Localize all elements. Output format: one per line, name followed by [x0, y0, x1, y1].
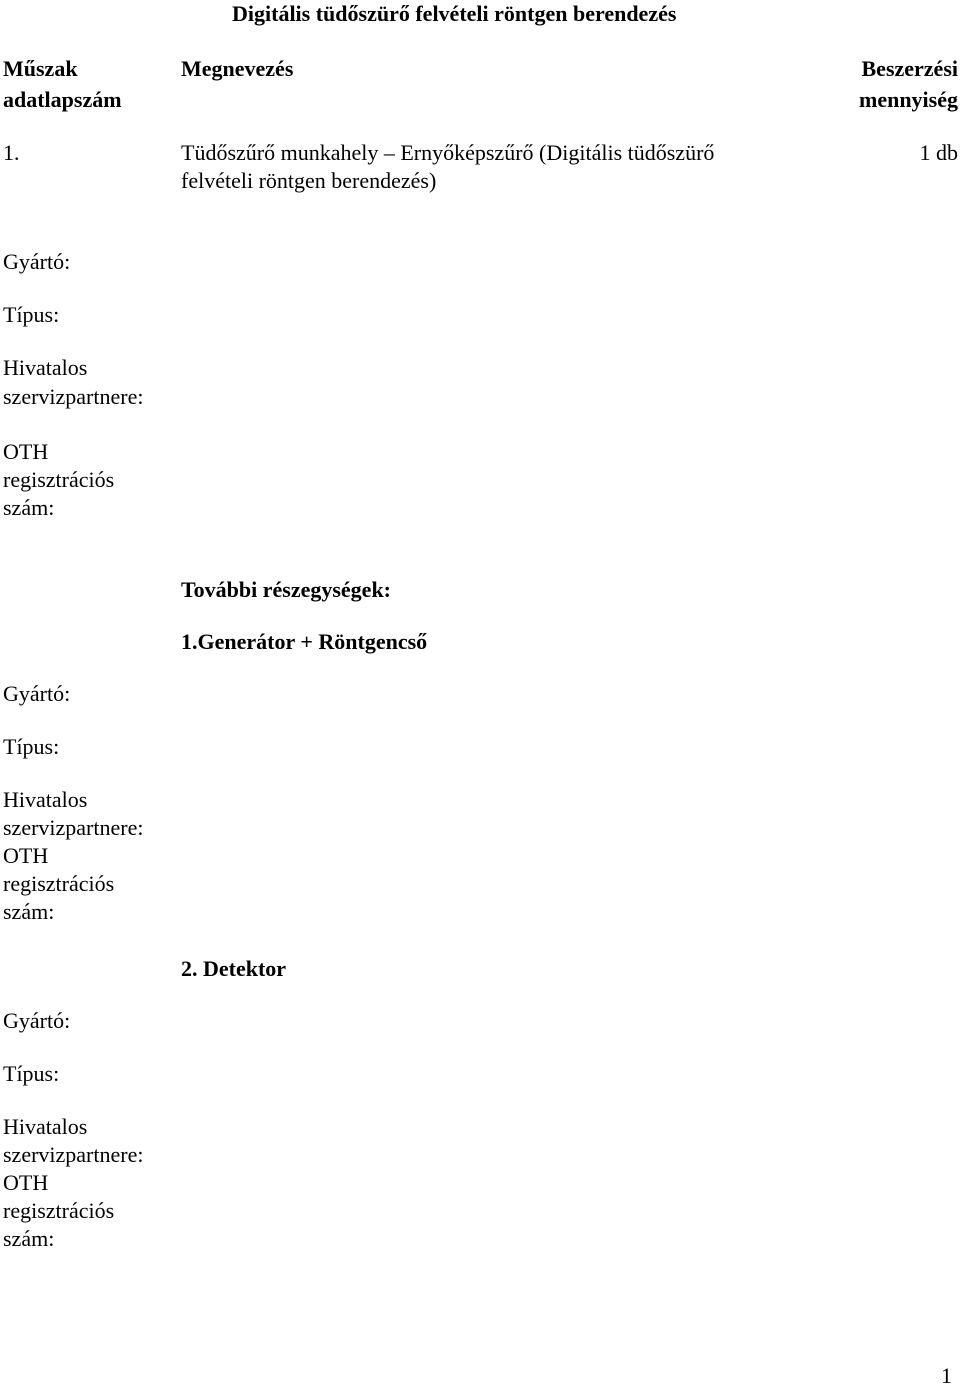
- subunit2-oth-label-line3: szám:: [3, 1226, 55, 1251]
- subunit1-oth-label-line3: szám:: [3, 899, 55, 924]
- header-quantity-line2: mennyiség: [859, 87, 958, 112]
- subunit2-manufacturer-label: Gyártó:: [3, 1008, 71, 1033]
- row-name-line1: Tüdőszűrő munkahely – Ernyőképszűrő (Digitális tüdőszürő: [181, 140, 715, 165]
- subunit1-title: 1.Generátor + Röntgencső: [181, 629, 428, 654]
- header-name: Megnevezés: [181, 56, 294, 81]
- row-number: 1.: [3, 140, 20, 165]
- subunit2-service-label-line2: szervizpartnere:: [3, 1142, 144, 1167]
- main-type-label: Típus:: [3, 302, 60, 327]
- main-service-label-line1: Hivatalos: [3, 355, 88, 380]
- subunit1-service-label-line1: Hivatalos: [3, 787, 88, 812]
- subunit1-oth-label-line1: OTH: [3, 843, 49, 868]
- header-sheet-number-line1: Műszak: [3, 56, 78, 81]
- header-quantity-line1: Beszerzési: [861, 56, 958, 81]
- subunit2-service-label-line1: Hivatalos: [3, 1114, 88, 1139]
- header-sheet-number-line2: adatlapszám: [3, 87, 122, 112]
- subunit1-type-label: Típus:: [3, 734, 60, 759]
- main-manufacturer-label: Gyártó:: [3, 249, 71, 274]
- subunit2-type-label: Típus:: [3, 1061, 60, 1086]
- subunit2-oth-label-line2: regisztrációs: [3, 1198, 115, 1223]
- subunit1-service-label-line2: szervizpartnere:: [3, 815, 144, 840]
- main-oth-label-line3: szám:: [3, 495, 55, 520]
- subunits-heading: További részegységek:: [181, 577, 392, 602]
- main-oth-label-line2: regisztrációs: [3, 467, 115, 492]
- page-title: Digitális tüdőszürő felvételi röntgen berendezés: [232, 1, 677, 26]
- subunit2-title: 2. Detektor: [181, 956, 287, 981]
- page-number: 1: [941, 1363, 952, 1388]
- subunit1-manufacturer-label: Gyártó:: [3, 681, 71, 706]
- subunit1-oth-label-line2: regisztrációs: [3, 871, 115, 896]
- main-oth-label-line1: OTH: [3, 439, 49, 464]
- subunit2-oth-label-line1: OTH: [3, 1170, 49, 1195]
- row-name-line2: felvételi röntgen berendezés): [181, 168, 437, 193]
- main-service-label-line2: szervizpartnere:: [3, 384, 144, 409]
- row-quantity: 1 db: [919, 140, 958, 165]
